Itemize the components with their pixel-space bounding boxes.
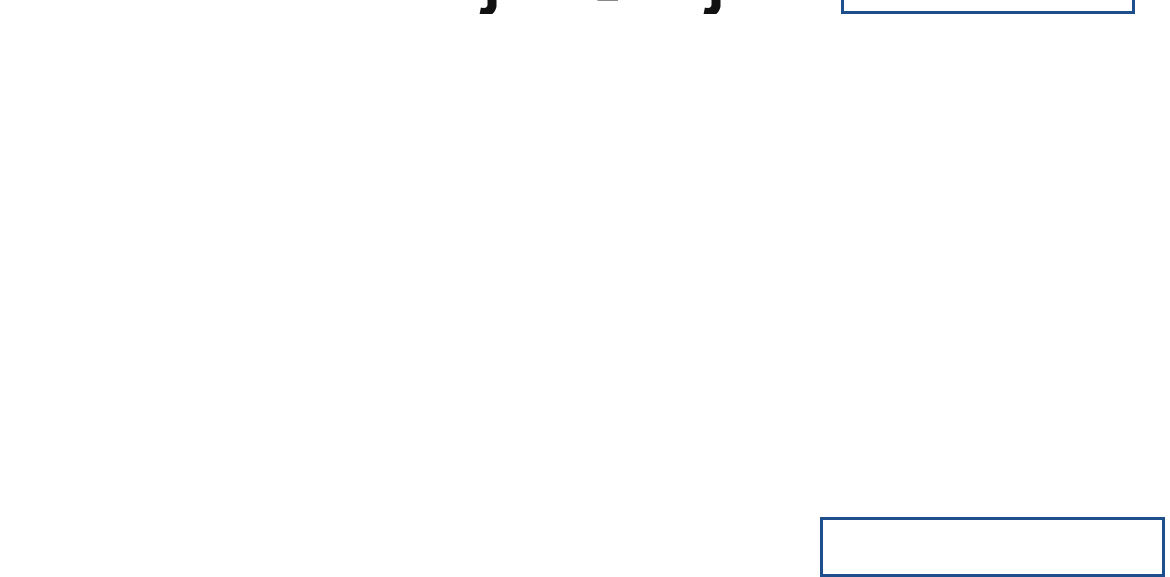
info-box — [820, 517, 1165, 577]
weekday-header-row — [21, 24, 1170, 54]
calendar-grid — [21, 55, 1170, 575]
location-box — [841, 0, 1135, 14]
calendar-title-fragment — [410, 0, 770, 14]
title-letters-graphic — [410, 0, 770, 14]
